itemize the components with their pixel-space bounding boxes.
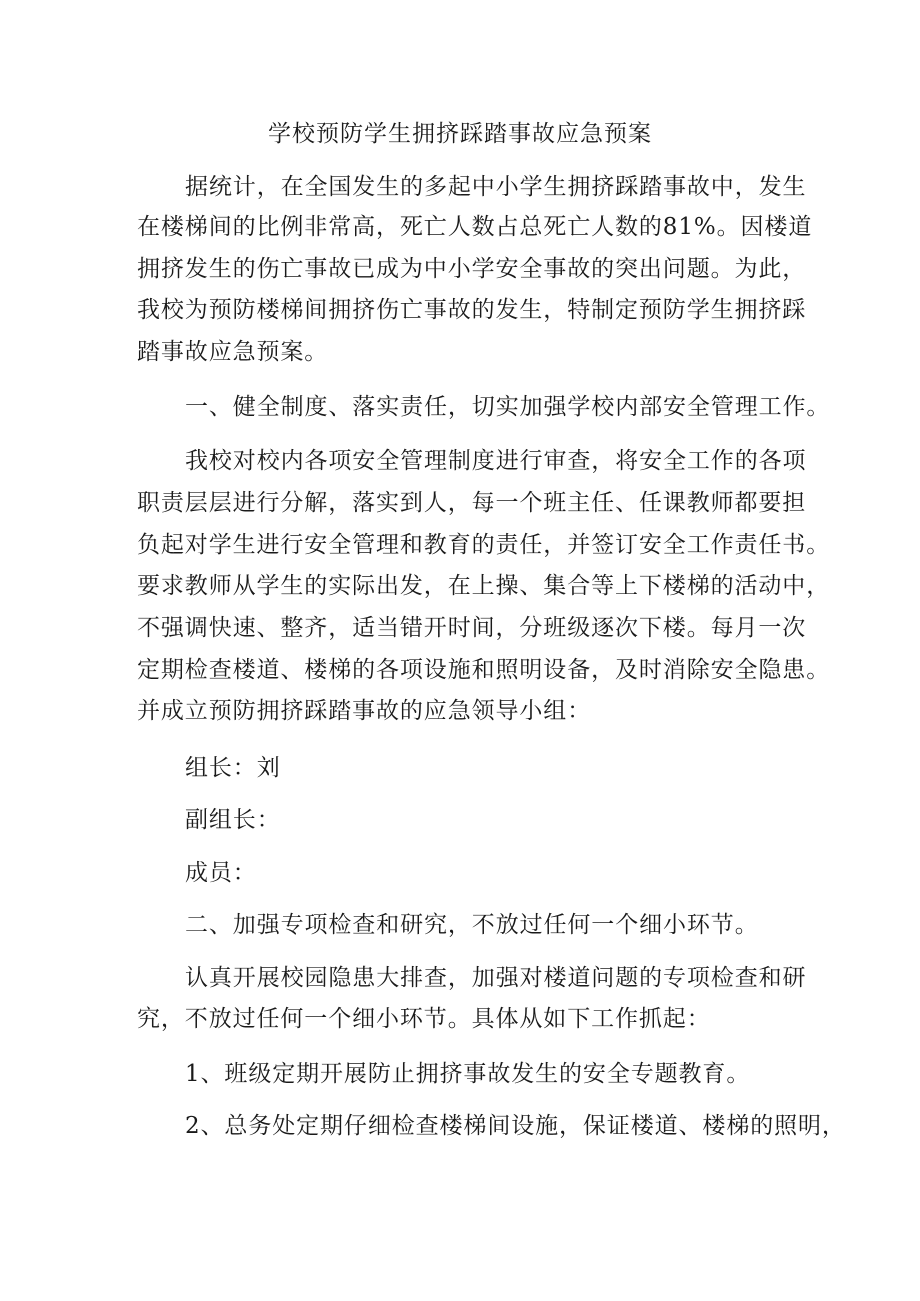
- paragraph-line-3: 拥挤发生的伤亡事故已成为中小学安全事故的突出问题。为此，: [137, 256, 807, 282]
- paragraph-line-6: 我校对校内各项安全管理制度进行审查，将安全工作的各项: [185, 448, 807, 474]
- section-heading-1: 一、健全制度、落实责任，切实加强学校内部安全管理工作。: [185, 394, 831, 420]
- paragraph-line-8: 负起对学生进行安全管理和教育的责任，并签订安全工作责任书。: [137, 532, 831, 558]
- paragraph-line-5: 踏事故应急预案。: [137, 339, 329, 365]
- paragraph-line-2: 在楼梯间的比例非常高，死亡人数占总死亡人数的81%。因楼道: [137, 214, 813, 240]
- document-title: 学校预防学生拥挤踩踏事故应急预案: [268, 121, 652, 147]
- paragraph-line-7: 职责层层进行分解，落实到人，每一个班主任、任课教师都要担: [137, 490, 807, 516]
- paragraph-line-11: 定期检查楼道、楼梯的各项设施和照明设备，及时消除安全隐患。: [137, 657, 831, 683]
- paragraph-line-9: 要求教师从学生的实际出发，在上操、集合等上下楼梯的活动中，: [137, 573, 831, 599]
- members-line: 成员：: [185, 860, 257, 886]
- paragraph-line-4: 我校为预防楼梯间拥挤伤亡事故的发生，特制定预防学生拥挤踩: [137, 297, 807, 323]
- leader-line: 组长：刘: [185, 755, 281, 781]
- list-item-1: 1、班级定期开展防止拥挤事故发生的安全专题教育。: [185, 1061, 751, 1087]
- paragraph-line-1: 据统计，在全国发生的多起中小学生拥挤踩踏事故中，发生: [185, 174, 807, 200]
- paragraph-line-14: 究，不放过任何一个细小环节。具体从如下工作抓起：: [137, 1006, 711, 1032]
- paragraph-line-13: 认真开展校园隐患大排查，加强对楼道问题的专项检查和研: [185, 965, 807, 991]
- deputy-leader-line: 副组长：: [185, 807, 281, 833]
- section-heading-2: 二、加强专项检查和研究，不放过任何一个细小环节。: [185, 912, 759, 938]
- paragraph-line-10: 不强调快速、整齐，适当错开时间，分班级逐次下楼。每月一次: [137, 615, 807, 641]
- paragraph-line-12: 并成立预防拥挤踩踏事故的应急领导小组：: [137, 698, 592, 724]
- list-item-2: 2、总务处定期仔细检查楼梯间设施，保证楼道、楼梯的照明，: [185, 1113, 846, 1139]
